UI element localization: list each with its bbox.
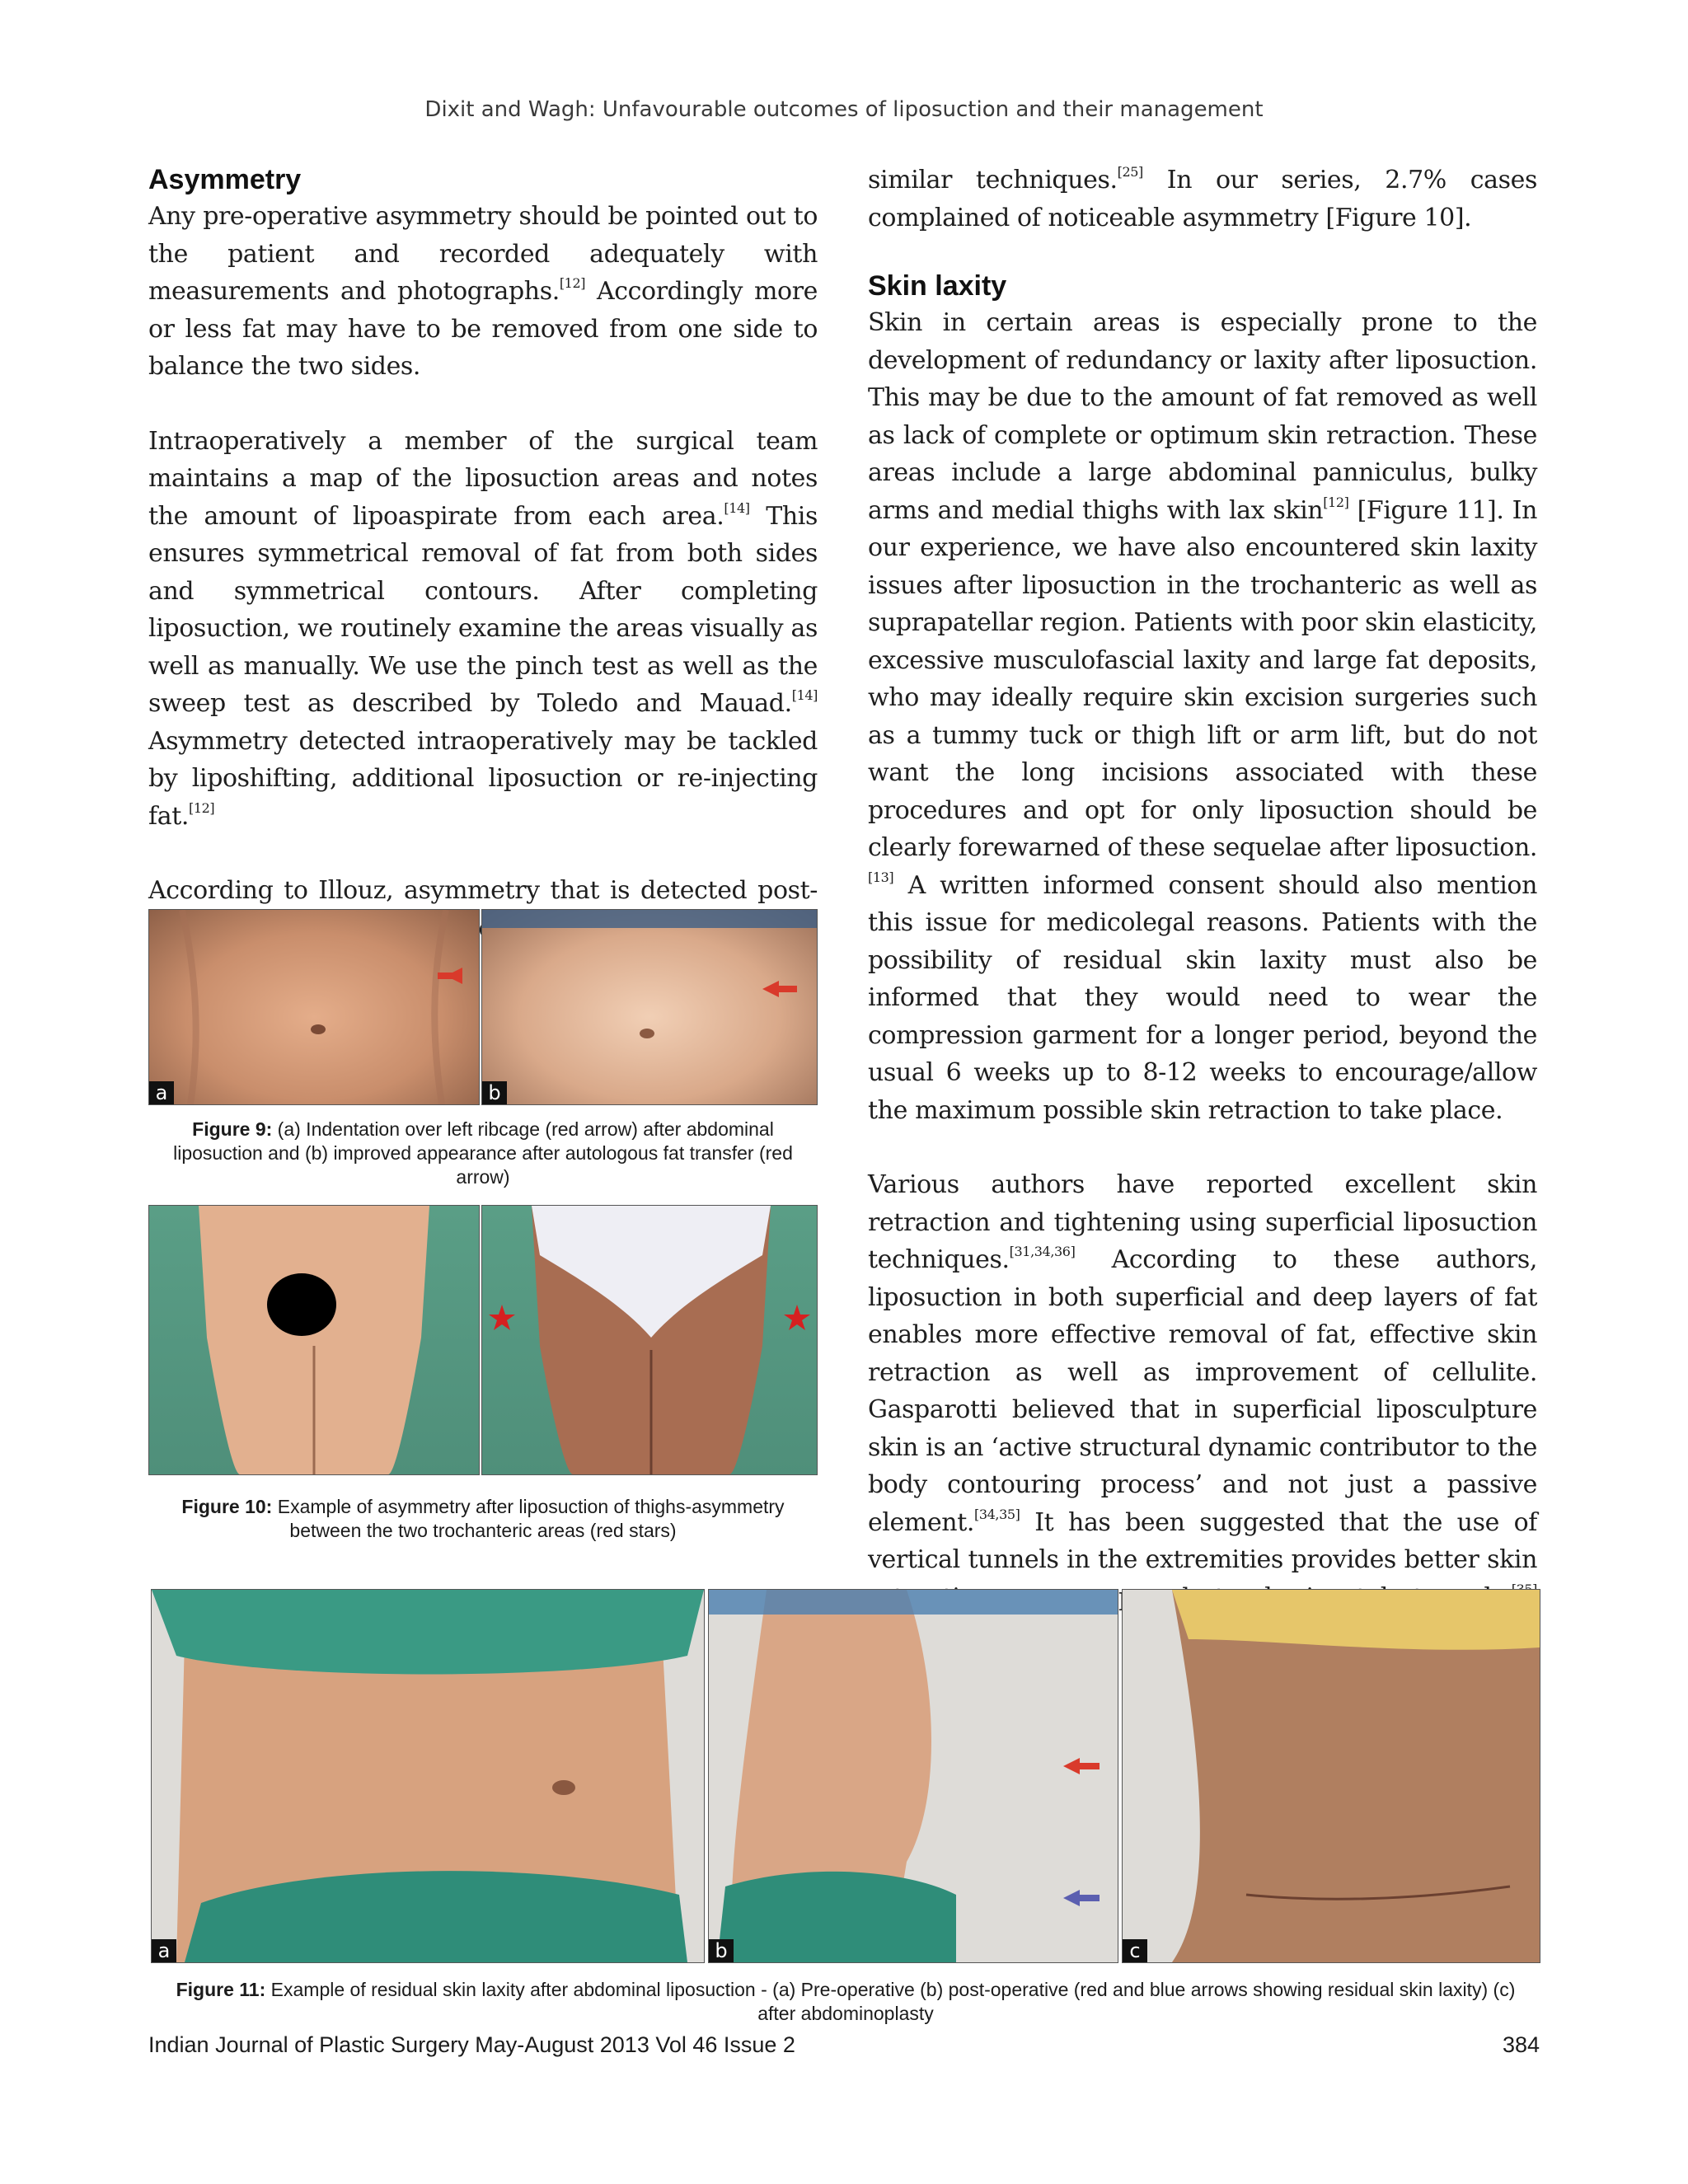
panel-label: c [1123, 1939, 1147, 1962]
text-run: Skin in certain areas is especially prone to the development of redundancy or laxity after liposuction. This may be due to the amount of fat removed as well as lack of complete or optimum skin retraction. These areas include a large abdominal panniculus, bulky arms and medial thighs with lax skin [868, 308, 1537, 525]
panel-label: b [482, 1081, 507, 1104]
figure-9-photo-b [481, 909, 818, 1105]
figure-9 [148, 909, 818, 1107]
paragraph [868, 162, 1537, 237]
paragraph [868, 1166, 1537, 1654]
panel-label: a [149, 1081, 174, 1104]
paragraph [148, 423, 818, 836]
red-arrow-icon [762, 981, 779, 997]
text-run: Asymmetry detected intraoperatively may be tackled by liposhifting, additional liposuction or re-injecting fat. [148, 726, 818, 831]
paragraph [148, 198, 818, 386]
paragraph [868, 304, 1537, 1129]
text-run: Any pre-operative asymmetry should be pointed out to the patient and recorded adequately with measurements and photographs. [148, 202, 818, 306]
red-star-icon [489, 1305, 515, 1330]
citation: [12] [188, 799, 215, 816]
left-column [148, 162, 818, 947]
text-run: This ensures symmetrical removal of fat from both sides and symmetrical contours. After completing liposuction, we routinely examine the areas visually as well as manually. We use the pinch test as well as the sweep test as described by Toledo and Mauad. [148, 501, 818, 718]
blue-arrow-icon [1063, 1890, 1080, 1906]
abdomen-illustration [149, 910, 479, 1104]
citation: [14] [791, 687, 818, 703]
figure-11-photo-b [708, 1589, 1118, 1963]
text-run: A written informed consent should also mention this issue for medicolegal reasons. Patients with the possibility of residual skin laxity must also be informed that they would need to wear the compression garment for a longer period, beyond the usual 6 weeks up to 8-12 weeks to encourage/allow the maximum possible skin retraction to take place. [868, 870, 1537, 1125]
citation: [12] [1323, 494, 1349, 510]
figure-9-photo-a [148, 909, 480, 1105]
abdomen-side-illustration [1123, 1590, 1540, 1962]
red-star-icon [784, 1305, 810, 1330]
citation: [31,34,36] [1009, 1244, 1076, 1259]
thighs-illustration [149, 1206, 479, 1474]
section-title-asymmetry: Asymmetry [148, 164, 302, 195]
text-run: It has been suggested that the use of vertical tunnels in the extremities provides better skin [868, 1507, 1537, 1574]
abdomen-side-illustration [152, 1590, 704, 1962]
text-run: Accordingly more or less fat may have to be removed from one side to balance the two sides. [148, 277, 818, 381]
text-run: According to Illouz, asymmetry that is detected post- [148, 876, 818, 905]
text-run: Intraoperatively a member of the surgical team maintains a map of the liposuction areas and notes the amount of lipoaspirate from each area. [148, 426, 818, 531]
section-title-skin-laxity: Skin laxity [868, 270, 1007, 302]
citation: [14] [724, 499, 750, 516]
panel-label: a [152, 1939, 176, 1962]
red-arrow-icon [1063, 1758, 1080, 1774]
abdomen-side-illustration [709, 1590, 1118, 1962]
right-column [868, 162, 1537, 1654]
figure-10-caption: Figure 10: Example of asymmetry after liposuction of thighs-asymmetry between the two trochanteric areas (red stars) [181, 1496, 785, 1541]
text-run: In our series, 2.7% cases complained of noticeable asymmetry [Figure 10]. [868, 166, 1537, 232]
figure-11-photo-c [1122, 1589, 1540, 1963]
text-run: According to these authors, liposuction in both superficial and deep layers of fat enables more effective removal of fat, effective skin retraction as well as improvement of cellulite. Gasparotti believed that in superficial liposculpture skin is an ‘active structural dynamic contributor to the body contouring process’ and not just a passive element. [868, 1245, 1537, 1537]
footer-page-number: 384 [1502, 2032, 1540, 2057]
citation: [13] [868, 869, 894, 885]
figure-10 [148, 1205, 818, 1477]
text-run: Various authors have reported excellent skin retraction and tightening using superficial liposuction techniques. [868, 1170, 1537, 1274]
thighs-illustration [482, 1206, 817, 1474]
figure-10-photo-right [481, 1205, 818, 1475]
figure-9-caption: Figure 9: (a) Indentation over left ribcage (red arrow) after abdominal liposuction and (b) improved appearance after autologous fat transfer (red arrow) [173, 1118, 793, 1188]
citation: [25] [1117, 164, 1143, 180]
figure-11-photo-a [151, 1589, 705, 1963]
abdomen-illustration [482, 910, 817, 1104]
citation: [12] [559, 275, 586, 291]
text-run: similar techniques. [868, 166, 1118, 194]
figure-11 [151, 1589, 1540, 1965]
citation: [34,35] [974, 1506, 1020, 1522]
figure-10-photo-left [148, 1205, 480, 1475]
running-head: Dixit and Wagh: Unfavourable outcomes of liposuction and their management [424, 97, 1264, 122]
panel-label: b [709, 1939, 734, 1962]
text-run: [Figure 11]. In our experience, we have also encountered skin laxity issues after liposuction in the trochanteric as well as suprapatellar region. Patients with poor skin elasticity, excessive musculofascial laxity and large fat deposits, who may ideally require skin excision surgeries such as a tummy tuck or thigh lift or arm lift, but do not want the long incisions associated with these procedures and opt for only liposuction should be clearly forewarned of these sequelae after liposuction. [868, 495, 1537, 862]
footer-journal: Indian Journal of Plastic Surgery May-August 2013 Vol 46 Issue 2 [148, 2032, 795, 2057]
figure-11-caption: Figure 11: Example of residual skin laxity after abdominal liposuction - (a) Pre-operative (b) post-operative (red and blue arrows showing residual skin laxity) (c) after abdominoplasty [176, 1979, 1516, 2024]
censor-circle [267, 1273, 336, 1336]
